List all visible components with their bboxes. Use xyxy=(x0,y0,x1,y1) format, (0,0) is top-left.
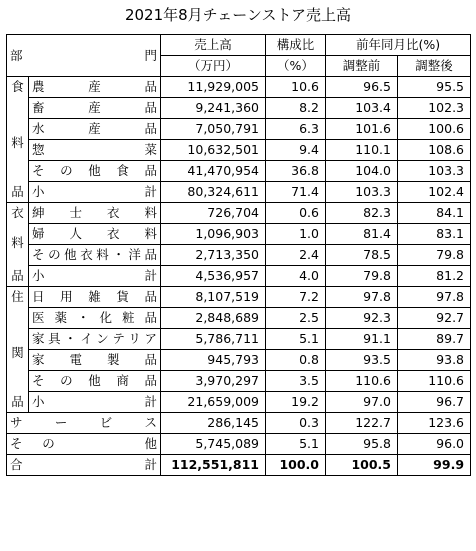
item-ratio: 2.4 xyxy=(266,245,326,266)
service-ratio: 0.3 xyxy=(266,413,326,434)
item-ratio: 8.2 xyxy=(266,98,326,119)
item-sales: 11,929,005 xyxy=(161,77,266,98)
other-ratio: 5.1 xyxy=(266,434,326,455)
item-ratio: 10.6 xyxy=(266,77,326,98)
subtotal-adj-after: 102.4 xyxy=(398,182,471,203)
item-sales: 2,713,350 xyxy=(161,245,266,266)
group-char: 料 xyxy=(11,135,24,150)
other-adj-before: 95.8 xyxy=(326,434,398,455)
subtotal-sales: 21,659,009 xyxy=(161,392,266,413)
item-label: その他食品 xyxy=(29,161,161,182)
item-adj-before: 78.5 xyxy=(326,245,398,266)
header-dept xyxy=(7,35,161,77)
item-adj-after: 103.3 xyxy=(398,161,471,182)
group-char: 住 xyxy=(11,289,24,304)
item-adj-before: 81.4 xyxy=(326,224,398,245)
item-label: 家具・インテリア xyxy=(29,329,161,350)
item-ratio: 1.0 xyxy=(266,224,326,245)
subtotal-adj-after: 81.2 xyxy=(398,266,471,287)
group-char: 食 xyxy=(11,79,24,94)
item-ratio: 6.3 xyxy=(266,119,326,140)
table-row xyxy=(7,329,471,350)
subtotal-ratio: 71.4 xyxy=(266,182,326,203)
header-adj-before: 調整前 xyxy=(326,56,398,77)
item-sales: 41,470,954 xyxy=(161,161,266,182)
item-label: 畜産品 xyxy=(29,98,161,119)
item-adj-before: 103.4 xyxy=(326,98,398,119)
item-adj-after: 108.6 xyxy=(398,140,471,161)
item-adj-before: 97.8 xyxy=(326,287,398,308)
group-char: 衣 xyxy=(11,205,24,220)
total-label xyxy=(7,455,161,476)
other-sales: 5,745,089 xyxy=(161,434,266,455)
table-title: 2021年8月チェーンストア売上高 xyxy=(124,6,352,24)
total-adj-before: 100.5 xyxy=(326,455,398,476)
group-char-bottom: 品 xyxy=(7,266,29,287)
item-adj-after: 93.8 xyxy=(398,350,471,371)
item-ratio: 3.5 xyxy=(266,371,326,392)
table-row xyxy=(7,224,471,245)
header-ratio: 構成比 xyxy=(266,35,326,56)
group-label-household xyxy=(7,287,29,392)
item-adj-after: 92.7 xyxy=(398,308,471,329)
header-row-1 xyxy=(7,35,471,56)
item-label: その他衣料・洋品 xyxy=(29,245,161,266)
item-adj-before: 104.0 xyxy=(326,161,398,182)
header-dept-left: 部 xyxy=(10,47,23,63)
subtotal-label-right: 計 xyxy=(144,268,157,283)
item-label: 婦人衣料 xyxy=(29,224,161,245)
total-row xyxy=(7,455,471,476)
group-char-bottom: 品 xyxy=(7,392,29,413)
subtotal-label-left: 小 xyxy=(32,394,45,409)
item-adj-before: 96.5 xyxy=(326,77,398,98)
table-row xyxy=(7,119,471,140)
subtotal-sales: 80,324,611 xyxy=(161,182,266,203)
subtotal-label-left: 小 xyxy=(32,184,45,199)
item-adj-before: 92.3 xyxy=(326,308,398,329)
table-row xyxy=(7,140,471,161)
subtotal-adj-before: 79.8 xyxy=(326,266,398,287)
header-ratio-unit: （%） xyxy=(266,56,326,77)
item-label: 水産品 xyxy=(29,119,161,140)
subtotal-adj-before: 103.3 xyxy=(326,182,398,203)
item-adj-after: 97.8 xyxy=(398,287,471,308)
header-sales-unit: （万円） xyxy=(161,56,266,77)
subtotal-label-left: 小 xyxy=(32,268,45,283)
item-adj-before: 82.3 xyxy=(326,203,398,224)
group-char-bottom: 品 xyxy=(7,182,29,203)
table-row xyxy=(7,161,471,182)
table-row xyxy=(7,77,471,98)
item-ratio: 36.8 xyxy=(266,161,326,182)
header-sales: 売上高 xyxy=(161,35,266,56)
total-ratio: 100.0 xyxy=(266,455,326,476)
total-label-char: 合 xyxy=(10,457,23,472)
subtotal-row xyxy=(7,392,471,413)
item-label: 医薬・化粧品 xyxy=(29,308,161,329)
item-adj-after: 89.7 xyxy=(398,329,471,350)
other-label-char: 他 xyxy=(144,436,157,451)
table-row xyxy=(7,287,471,308)
item-adj-before: 110.6 xyxy=(326,371,398,392)
other-label-char: そ xyxy=(10,436,23,451)
item-adj-after: 79.8 xyxy=(398,245,471,266)
item-ratio: 5.1 xyxy=(266,329,326,350)
subtotal-label xyxy=(29,266,161,287)
item-sales: 8,107,519 xyxy=(161,287,266,308)
item-adj-after: 83.1 xyxy=(398,224,471,245)
other-label-char: の xyxy=(42,436,55,451)
subtotal-row xyxy=(7,182,471,203)
sales-table xyxy=(6,34,471,476)
total-label-char: 計 xyxy=(144,457,157,472)
item-sales: 2,848,689 xyxy=(161,308,266,329)
total-adj-after: 99.9 xyxy=(398,455,471,476)
item-label: 農産品 xyxy=(29,77,161,98)
subtotal-adj-after: 96.7 xyxy=(398,392,471,413)
subtotal-label-right: 計 xyxy=(144,394,157,409)
item-adj-after: 102.3 xyxy=(398,98,471,119)
item-label: 惣菜 xyxy=(29,140,161,161)
table-row xyxy=(7,203,471,224)
table-row xyxy=(7,308,471,329)
item-sales: 726,704 xyxy=(161,203,266,224)
item-sales: 10,632,501 xyxy=(161,140,266,161)
item-label: 日用雑貨品 xyxy=(29,287,161,308)
item-sales: 7,050,791 xyxy=(161,119,266,140)
table-row xyxy=(7,350,471,371)
header-adj-after: 調整後 xyxy=(398,56,471,77)
subtotal-ratio: 19.2 xyxy=(266,392,326,413)
table-row xyxy=(7,371,471,392)
item-ratio: 9.4 xyxy=(266,140,326,161)
item-adj-before: 110.1 xyxy=(326,140,398,161)
service-adj-after: 123.6 xyxy=(398,413,471,434)
item-adj-after: 95.5 xyxy=(398,77,471,98)
subtotal-label-right: 計 xyxy=(144,184,157,199)
service-sales: 286,145 xyxy=(161,413,266,434)
group-char: 関 xyxy=(11,345,24,360)
item-label: 家電製品 xyxy=(29,350,161,371)
subtotal-label xyxy=(29,392,161,413)
service-label: サービス xyxy=(7,413,161,434)
subtotal-label xyxy=(29,182,161,203)
item-adj-before: 93.5 xyxy=(326,350,398,371)
subtotal-adj-before: 97.0 xyxy=(326,392,398,413)
group-label-clothing xyxy=(7,203,29,266)
subtotal-row xyxy=(7,266,471,287)
other-row xyxy=(7,434,471,455)
service-row xyxy=(7,413,471,434)
group-label-food xyxy=(7,77,29,182)
item-adj-before: 91.1 xyxy=(326,329,398,350)
item-adj-after: 110.6 xyxy=(398,371,471,392)
item-label: 紳士衣料 xyxy=(29,203,161,224)
item-ratio: 0.6 xyxy=(266,203,326,224)
item-adj-after: 100.6 xyxy=(398,119,471,140)
item-ratio: 7.2 xyxy=(266,287,326,308)
other-adj-after: 96.0 xyxy=(398,434,471,455)
item-sales: 945,793 xyxy=(161,350,266,371)
item-ratio: 2.5 xyxy=(266,308,326,329)
header-yoy: 前年同月比(%) xyxy=(326,35,471,56)
header-dept-right: 門 xyxy=(144,47,157,63)
item-sales: 5,786,711 xyxy=(161,329,266,350)
group-char: 料 xyxy=(11,235,24,250)
item-ratio: 0.8 xyxy=(266,350,326,371)
total-sales: 112,551,811 xyxy=(161,455,266,476)
other-label xyxy=(7,434,161,455)
item-label: その他商品 xyxy=(29,371,161,392)
subtotal-ratio: 4.0 xyxy=(266,266,326,287)
subtotal-sales: 4,536,957 xyxy=(161,266,266,287)
table-row xyxy=(7,245,471,266)
item-sales: 1,096,903 xyxy=(161,224,266,245)
item-sales: 9,241,360 xyxy=(161,98,266,119)
service-adj-before: 122.7 xyxy=(326,413,398,434)
item-sales: 3,970,297 xyxy=(161,371,266,392)
item-adj-before: 101.6 xyxy=(326,119,398,140)
item-adj-after: 84.1 xyxy=(398,203,471,224)
table-row xyxy=(7,98,471,119)
